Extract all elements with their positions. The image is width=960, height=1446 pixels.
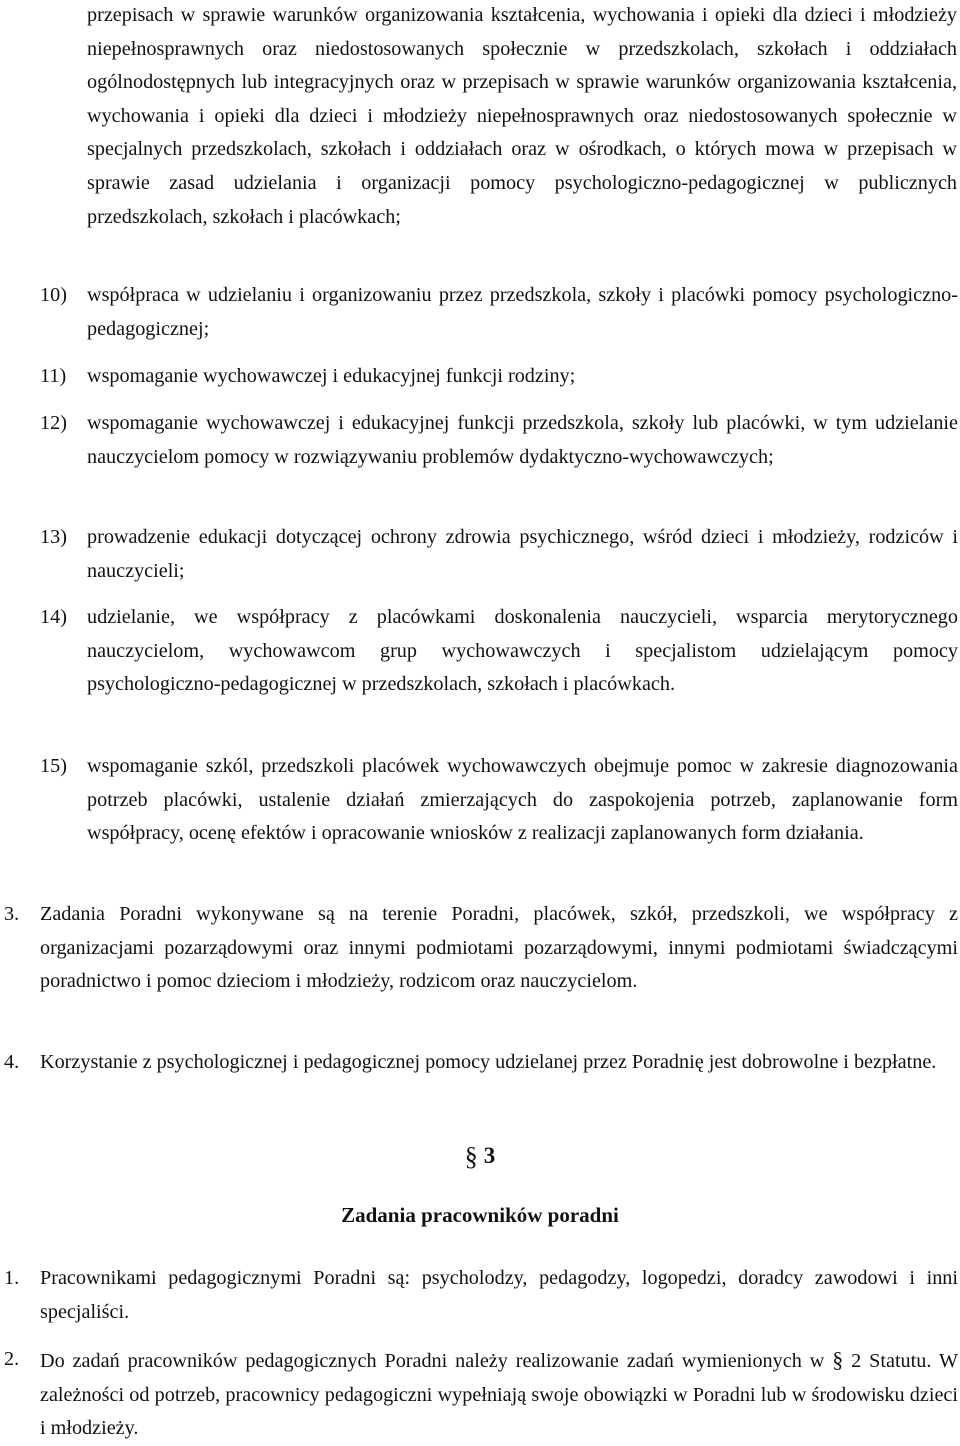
section-number-value: 3 xyxy=(483,1143,496,1168)
list-item-text: wspomaganie wychowawczej i edukacyjnej funkcji rodziny; xyxy=(87,365,576,387)
list-item-10 xyxy=(40,279,958,346)
section-number xyxy=(0,1139,960,1174)
list-item-text: prowadzenie edukacji dotyczącej ochrony zdrowia psychicznego, wśród dzieci i młodzieży, rodziców i nauczycieli; xyxy=(87,526,958,582)
paragraph-text xyxy=(40,1343,958,1446)
section-title: Zadania pracowników poradni xyxy=(341,1203,619,1227)
paragraph-item-4 xyxy=(0,1046,958,1080)
paragraph-number: 1. xyxy=(4,1267,20,1289)
list-item-number: 10) xyxy=(40,284,67,306)
list-item-number: 13) xyxy=(40,526,67,548)
list-item-number: 12) xyxy=(40,412,67,434)
list-item-14 xyxy=(40,601,958,702)
list-item-text: udzielanie, we współpracy z placówkami doskonalenia nauczycieli, wsparcia merytorycznego nauczycielom, wychowawcom grup wychowawczych i specjalistom udzielającym pomocy psychologiczno-pedagogicznej w przedszkolach, szkołach i placówkach. xyxy=(87,606,958,696)
paragraph-number: 3. xyxy=(4,903,20,925)
paragraph-item-3 xyxy=(0,898,958,999)
paragraph-text: Korzystanie z psychologicznej i pedagogicznej pomocy udzielanej przez Poradnię jest dobrowolne i bezpłatne. xyxy=(40,1051,937,1073)
list-item-12 xyxy=(40,407,958,474)
list-item-number: 14) xyxy=(40,606,67,628)
list-item-text: współpraca w udzielaniu i organizowaniu przez przedszkola, szkoły i placówki pomocy psychologiczno-pedagogicznej; xyxy=(87,284,958,340)
list-item-15 xyxy=(40,750,958,851)
paragraph-text: Pracownikami pedagogicznymi Poradni są: psycholodzy, pedagodzy, logopedzi, doradcy zawodowi i inni specjaliści. xyxy=(40,1267,958,1323)
text-after-ref: 2 Statutu. W zależności od potrzeb, pracownicy pedagogiczni wypełniają swoje obowiązki w Poradni lub w środowisku dzieci i młodzieży. xyxy=(40,1350,959,1440)
paragraph-number: 4. xyxy=(4,1051,20,1073)
continuation-paragraph: przepisach w sprawie warunków organizowania kształcenia, wychowania i opieki dla dzieci i młodzieży niepełnosprawnych oraz niedostosowanych społecznie w przedszkolach, szkołach i oddziałach ogólnodostępnych lub integracyjnych oraz w przepisach w sprawie warunków organizowania kształcenia, wychowania i opieki dla dzieci i młodzieży niepełnosprawnych oraz niedostosowanych społecznie w specjalnych przedszkolach, szkołach i oddziałach oraz w ośrodkach, o których mowa w przepisach w sprawie zasad udzielania i organizacji pomocy psychologiczno-pedagogicznej w publicznych przedszkolach, szkołach i placówkach; xyxy=(87,4,957,228)
section-item-1 xyxy=(0,1262,958,1329)
section-reference-symbol: § xyxy=(832,1347,844,1372)
list-item-text: wspomaganie wychowawczej i edukacyjnej funkcji przedszkola, szkoły lub placówki, w tym udzielanie nauczycielom pomocy w rozwiązywaniu problemów dydaktyczno-wychowawczych; xyxy=(87,412,958,468)
list-item-number: 11) xyxy=(40,365,67,387)
paragraph-number: 2. xyxy=(4,1348,20,1370)
section-item-2 xyxy=(0,1343,958,1446)
paragraph-text: Zadania Poradni wykonywane są na terenie Poradni, placówek, szkół, przedszkoli, we współpracy z organizacjami pozarządowymi oraz innymi podmiotami pozarządowymi, innymi podmiotami świadczącymi poradnictwo i pomoc dzieciom i młodzieży, rodzicom oraz nauczycielom. xyxy=(40,903,958,993)
list-item-number: 15) xyxy=(40,755,67,777)
section-symbol: § xyxy=(464,1142,478,1171)
list-item-11 xyxy=(40,360,958,394)
list-item-13 xyxy=(40,521,958,588)
text-before-ref: Do zadań pracowników pedagogicznych Poradni należy realizowanie zadań wymienionych w xyxy=(40,1350,833,1372)
list-item-text: wspomaganie szkól, przedszkoli placówek wychowawczych obejmuje pomoc w zakresie diagnozowania potrzeb placówki, ustalenie działań zmierzających do zaspokojenia potrzeb, zaplanowanie form współpracy, ocenę efektów i opracowanie wniosków z realizacji zaplanowanych form działania. xyxy=(87,755,958,845)
